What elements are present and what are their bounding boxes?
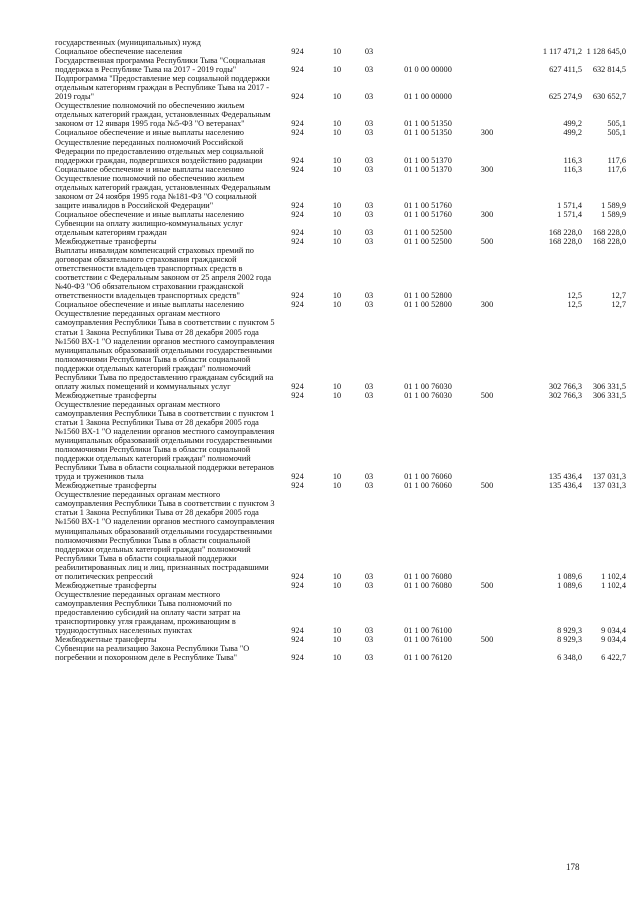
row-name: Социальное обеспечение и иные выплаты населению <box>55 164 244 174</box>
table-row <box>0 300 640 309</box>
target-article-code: 01 1 00 76080 <box>404 571 452 581</box>
amount-2019: 137 031,3 <box>592 472 626 482</box>
amount-2018: 168 228,0 <box>548 237 582 247</box>
target-article-code: 01 1 00 76100 <box>404 626 452 636</box>
target-article-code: 01 1 00 51370 <box>404 164 452 174</box>
target-article-code: 01 1 00 51760 <box>404 200 452 210</box>
table-row <box>0 644 640 662</box>
ministry-code: 924 <box>291 200 304 210</box>
target-article-code: 01 1 00 51350 <box>404 119 452 129</box>
amount-2018: 116,3 <box>563 155 582 165</box>
section-code: 10 <box>332 200 342 210</box>
amount-2019: 1 589,9 <box>601 200 626 210</box>
row-name: Осуществление полномочий по обеспечению жильем отдельных категорий граждан, установленных Федеральным законом от 24 ноября 1995 года №181-ФЗ "О социальной защите инвалидов в Российской Федерации" <box>55 173 271 210</box>
expense-type-code: 300 <box>480 300 494 310</box>
expense-type-code <box>472 174 502 210</box>
amount-2019: 168 228,0 <box>592 237 626 247</box>
subsection-code: 03 <box>364 626 374 636</box>
table-row <box>0 38 640 47</box>
section-code: 10 <box>332 481 342 491</box>
target-article-code: 01 1 00 51350 <box>404 128 452 138</box>
table-row <box>0 309 640 390</box>
amount-2019: 505,1 <box>607 128 626 138</box>
subsection-code <box>354 38 384 47</box>
subsection-code: 03 <box>364 472 374 482</box>
amount-2019: 9 034,4 <box>601 626 626 636</box>
table-row <box>0 101 640 128</box>
row-name: Социальное обеспечение и иные выплаты населению <box>55 128 244 138</box>
subsection-code: 03 <box>364 164 374 174</box>
amount-2019: 12,7 <box>611 300 626 310</box>
row-name: Осуществление переданных органам местного самоуправления Республики Тыва полномочий по предоставлению субсидий на оплату части затрат на транспортировку угля гражданам, проживающим в труднодоступных населенных пунктах <box>55 589 241 636</box>
table-row <box>0 590 640 635</box>
expense-type-code: 500 <box>480 481 494 491</box>
subsection-code: 03 <box>364 119 374 129</box>
table-row <box>0 246 640 300</box>
target-article-code: 01 1 00 51370 <box>404 155 452 165</box>
ministry-code: 924 <box>291 626 304 636</box>
amount-2019: 6 422,7 <box>601 653 626 663</box>
target-article-code: 01 1 00 52800 <box>404 300 452 310</box>
amount-2018: 8 929,3 <box>557 635 582 645</box>
amount-2018: 627 411,5 <box>549 65 582 75</box>
subsection-code: 03 <box>364 300 374 310</box>
ministry-code: 924 <box>291 390 304 400</box>
amount-2018: 302 766,3 <box>548 390 582 400</box>
table-row <box>0 128 640 137</box>
expense-type-code <box>472 590 502 635</box>
ministry-code: 924 <box>291 472 304 482</box>
subsection-code: 03 <box>364 128 374 138</box>
ministry-code: 924 <box>291 381 304 391</box>
expense-type-code: 500 <box>480 237 494 247</box>
amount-2018 <box>502 38 582 47</box>
row-name: государственных (муниципальных) нужд <box>55 38 201 47</box>
row-name: Осуществление полномочий по обеспечению жильем отдельных категорий граждан, установленных Федеральным законом от 12 января 1995 года №5-ФЗ "О ветеранах" <box>55 101 271 129</box>
expense-type-code: 300 <box>480 164 494 174</box>
target-article-code <box>384 38 472 47</box>
section-code: 10 <box>332 47 342 57</box>
row-name: Государственная программа Республики Тыва "Социальная поддержка в Республике Тыва на 2017 - 2019 годы" <box>55 56 266 75</box>
amount-2018: 1 117 471,2 <box>542 47 582 57</box>
section-code: 10 <box>332 65 342 75</box>
target-article-code: 01 1 00 76030 <box>404 390 452 400</box>
row-name: Межбюджетные трансферты <box>55 580 157 590</box>
amount-2019: 1 128 645,0 <box>586 47 626 57</box>
table-row <box>0 47 640 56</box>
table-row <box>0 138 640 165</box>
amount-2018: 135 436,4 <box>548 472 582 482</box>
section-code: 10 <box>332 381 342 391</box>
table-row <box>0 219 640 237</box>
table-row <box>0 581 640 590</box>
amount-2019: 12,7 <box>611 291 626 301</box>
amount-2019 <box>582 38 640 47</box>
ministry-code: 924 <box>291 237 304 247</box>
target-article-code: 01 1 00 52500 <box>404 237 452 247</box>
section-code: 10 <box>332 227 342 237</box>
ministry-code: 924 <box>291 128 304 138</box>
subsection-code: 03 <box>364 47 374 57</box>
target-article-code: 01 1 00 76100 <box>404 635 452 645</box>
subsection-code: 03 <box>364 92 374 102</box>
subsection-code: 03 <box>364 155 374 165</box>
subsection-code: 03 <box>364 571 374 581</box>
section-code: 10 <box>332 291 342 301</box>
amount-2018: 6 348,0 <box>557 653 582 663</box>
subsection-code: 03 <box>364 481 374 491</box>
amount-2018: 1 571,4 <box>557 200 582 210</box>
expense-type-code: 300 <box>480 128 494 138</box>
subsection-code: 03 <box>364 209 374 219</box>
subsection-code: 03 <box>364 580 374 590</box>
target-article-code: 01 1 00 76060 <box>404 472 452 482</box>
section-code: 10 <box>332 128 342 138</box>
section-code: 10 <box>332 155 342 165</box>
section-code: 10 <box>332 92 342 102</box>
subsection-code: 03 <box>364 65 374 75</box>
amount-2019: 1 102,4 <box>601 571 626 581</box>
section-code: 10 <box>332 626 342 636</box>
budget-table-body <box>0 38 640 662</box>
amount-2018: 1 089,6 <box>557 571 582 581</box>
target-article-code: 01 1 00 51760 <box>404 209 452 219</box>
table-row <box>0 210 640 219</box>
amount-2018: 12,5 <box>567 300 582 310</box>
ministry-code: 924 <box>291 209 304 219</box>
ministry-code: 924 <box>291 653 304 663</box>
amount-2019: 1 589,9 <box>601 209 626 219</box>
amount-2018: 168 228,0 <box>548 227 582 237</box>
target-article-code: 01 1 00 52500 <box>404 227 452 237</box>
expense-type-code <box>472 309 502 390</box>
amount-2019: 9 034,4 <box>601 635 626 645</box>
ministry-code: 924 <box>291 227 304 237</box>
amount-2019: 306 331,5 <box>592 390 626 400</box>
ministry-code <box>275 38 320 47</box>
row-name: Межбюджетные трансферты <box>55 481 157 491</box>
expense-type-code: 300 <box>480 209 494 219</box>
ministry-code: 924 <box>291 92 304 102</box>
ministry-code: 924 <box>291 571 304 581</box>
amount-2018: 135 436,4 <box>548 481 582 491</box>
budget-table-page <box>0 38 640 662</box>
section-code: 10 <box>332 580 342 590</box>
ministry-code: 924 <box>291 300 304 310</box>
amount-2018: 499,2 <box>563 128 582 138</box>
target-article-code <box>384 47 472 56</box>
row-name: Межбюджетные трансферты <box>55 237 157 247</box>
expense-type-code <box>472 56 502 74</box>
ministry-code: 924 <box>291 47 304 57</box>
section-code: 10 <box>332 653 342 663</box>
ministry-code: 924 <box>291 119 304 129</box>
expense-type-code <box>472 74 502 101</box>
row-name: Межбюджетные трансферты <box>55 635 157 645</box>
expense-type-code <box>472 490 502 580</box>
row-name: Субвенции на оплату жилищно-коммунальных услуг отдельным категориям граждан <box>55 218 243 237</box>
amount-2018: 12,5 <box>567 291 582 301</box>
ministry-code: 924 <box>291 580 304 590</box>
amount-2018: 116,3 <box>563 164 582 174</box>
amount-2018: 499,2 <box>563 119 582 129</box>
section-code: 10 <box>332 472 342 482</box>
row-name: Осуществление переданных органам местного самоуправления Республики Тыва в соответствии с пунктом 5 статьи 1 Закона Республики Тыва от 28 декабря 2005 года №1560 ВХ-1 "О наделении органов местного самоуправления муниципальных образований отдельными государственными полномочиями Республики Тыва в области социальной поддержки отдельных категорий граждан" полномочий Республики Тыва по предоставлению гражданам субсидий на оплату жилых помещений и коммунальных услуг <box>55 309 275 391</box>
row-name: Социальное обеспечение и иные выплаты населению <box>55 209 244 219</box>
subsection-code: 03 <box>364 200 374 210</box>
amount-2019: 137 031,3 <box>592 481 626 491</box>
amount-2019: 632 814,5 <box>592 65 626 75</box>
section-code: 10 <box>332 390 342 400</box>
subsection-code: 03 <box>364 635 374 645</box>
amount-2018: 625 274,9 <box>548 92 582 102</box>
page-number: 178 <box>566 862 580 872</box>
table-row <box>0 237 640 246</box>
target-article-code: 01 1 00 00000 <box>404 92 452 102</box>
row-name: Социальное обеспечение населения <box>55 47 183 57</box>
table-row <box>0 490 640 580</box>
expense-type-code <box>472 138 502 165</box>
subsection-code: 03 <box>364 227 374 237</box>
ministry-code: 924 <box>291 155 304 165</box>
row-name: Социальное обеспечение и иные выплаты населению <box>55 300 244 310</box>
row-name: Подпрограмма "Предоставление мер социальной поддержки отдельным категориям граждан в Республике Тыва на 2017 - 2019 годы" <box>55 74 270 102</box>
ministry-code: 924 <box>291 291 304 301</box>
amount-2018: 1 089,6 <box>557 580 582 590</box>
table-row <box>0 165 640 174</box>
expense-type-code <box>472 101 502 128</box>
expense-type-code <box>472 246 502 300</box>
section-code: 10 <box>332 164 342 174</box>
ministry-code: 924 <box>291 481 304 491</box>
target-article-code: 01 1 00 76080 <box>404 580 452 590</box>
amount-2019: 505,1 <box>607 119 626 129</box>
row-name: Осуществление переданных органам местного самоуправления Республики Тыва в соответствии с пунктом 3 статьи 1 Закона Республики Тыва от 28 декабря 2005 года №1560 ВХ-1 "О наделении органов местного самоуправления муниципальных образований отдельными государственными полномочиями Республики Тыва в области социальной поддержки отдельных категорий граждан" полномочий Республики Тыва в области социальной поддержки реабилитированных лиц и лиц, признанных пострадавшими от политических репрессий <box>55 490 275 581</box>
subsection-code: 03 <box>364 291 374 301</box>
subsection-code: 03 <box>364 390 374 400</box>
expense-type-code <box>472 38 502 47</box>
amount-2019: 306 331,5 <box>592 381 626 391</box>
subsection-code: 03 <box>364 381 374 391</box>
amount-2018: 302 766,3 <box>548 381 582 391</box>
expense-type-code: 500 <box>480 635 494 645</box>
table-row <box>0 635 640 644</box>
section-code: 10 <box>332 237 342 247</box>
expense-type-code <box>472 644 502 662</box>
amount-2018: 8 929,3 <box>557 626 582 636</box>
amount-2019: 1 102,4 <box>601 580 626 590</box>
amount-2019: 117,6 <box>607 164 626 174</box>
subsection-code: 03 <box>364 237 374 247</box>
table-row <box>0 74 640 101</box>
ministry-code: 924 <box>291 65 304 75</box>
amount-2019: 630 652,7 <box>592 92 626 102</box>
row-name: Межбюджетные трансферты <box>55 390 157 400</box>
budget-table <box>0 38 640 662</box>
target-article-code: 01 1 00 76030 <box>404 381 452 391</box>
amount-2019: 168 228,0 <box>592 227 626 237</box>
target-article-code: 01 0 00 00000 <box>404 65 452 75</box>
expense-type-code <box>472 47 502 56</box>
amount-2019: 117,6 <box>607 155 626 165</box>
expense-type-code: 500 <box>480 580 494 590</box>
row-name: Осуществление переданных полномочий Российской Федерации по предоставлению отдельных мер социальной поддержки граждан, подвергшихся воздействию радиации <box>55 137 264 165</box>
row-name: Субвенции на реализацию Закона Республики Тыва "О погребении и похоронном деле в Республике Тыва" <box>55 644 250 663</box>
table-row <box>0 391 640 400</box>
ministry-code: 924 <box>291 635 304 645</box>
section-code: 10 <box>332 209 342 219</box>
row-name: Выплаты инвалидам компенсаций страховых премий по договорам обязательного страхования гражданской ответственности владельцев транспортных средств в соответствии с Федеральным законом от 25 апреля 2002 года №40-ФЗ "Об обязательном страховании гражданской ответственности владельцев транспортных средств" <box>55 246 272 301</box>
section-code: 10 <box>332 635 342 645</box>
table-row <box>0 56 640 74</box>
amount-2018: 1 571,4 <box>557 209 582 219</box>
expense-type-code: 500 <box>480 390 494 400</box>
expense-type-code <box>472 219 502 237</box>
subsection-code: 03 <box>364 653 374 663</box>
row-name: Осуществление переданных органам местного самоуправления Республики Тыва в соответствии с пунктом 1 статьи 1 Закона Республики Тыва от 28 декабря 2005 года №1560 ВХ-1 "О наделении органов местного самоуправления муниципальных образований отдельными государственными полномочиями Республики Тыва в области социальной поддержки отдельных категорий граждан" полномочий Республики Тыва в области социальной поддержки ветеранов труда и тружеников тыла <box>55 399 275 482</box>
target-article-code: 01 1 00 76120 <box>404 653 452 663</box>
section-code: 10 <box>332 119 342 129</box>
table-row <box>0 481 640 490</box>
ministry-code: 924 <box>291 164 304 174</box>
table-row <box>0 400 640 481</box>
expense-type-code <box>472 400 502 481</box>
section-code: 10 <box>332 571 342 581</box>
table-row <box>0 174 640 210</box>
section-code <box>320 38 354 47</box>
section-code: 10 <box>332 300 342 310</box>
target-article-code: 01 1 00 52800 <box>404 291 452 301</box>
target-article-code: 01 1 00 76060 <box>404 481 452 491</box>
